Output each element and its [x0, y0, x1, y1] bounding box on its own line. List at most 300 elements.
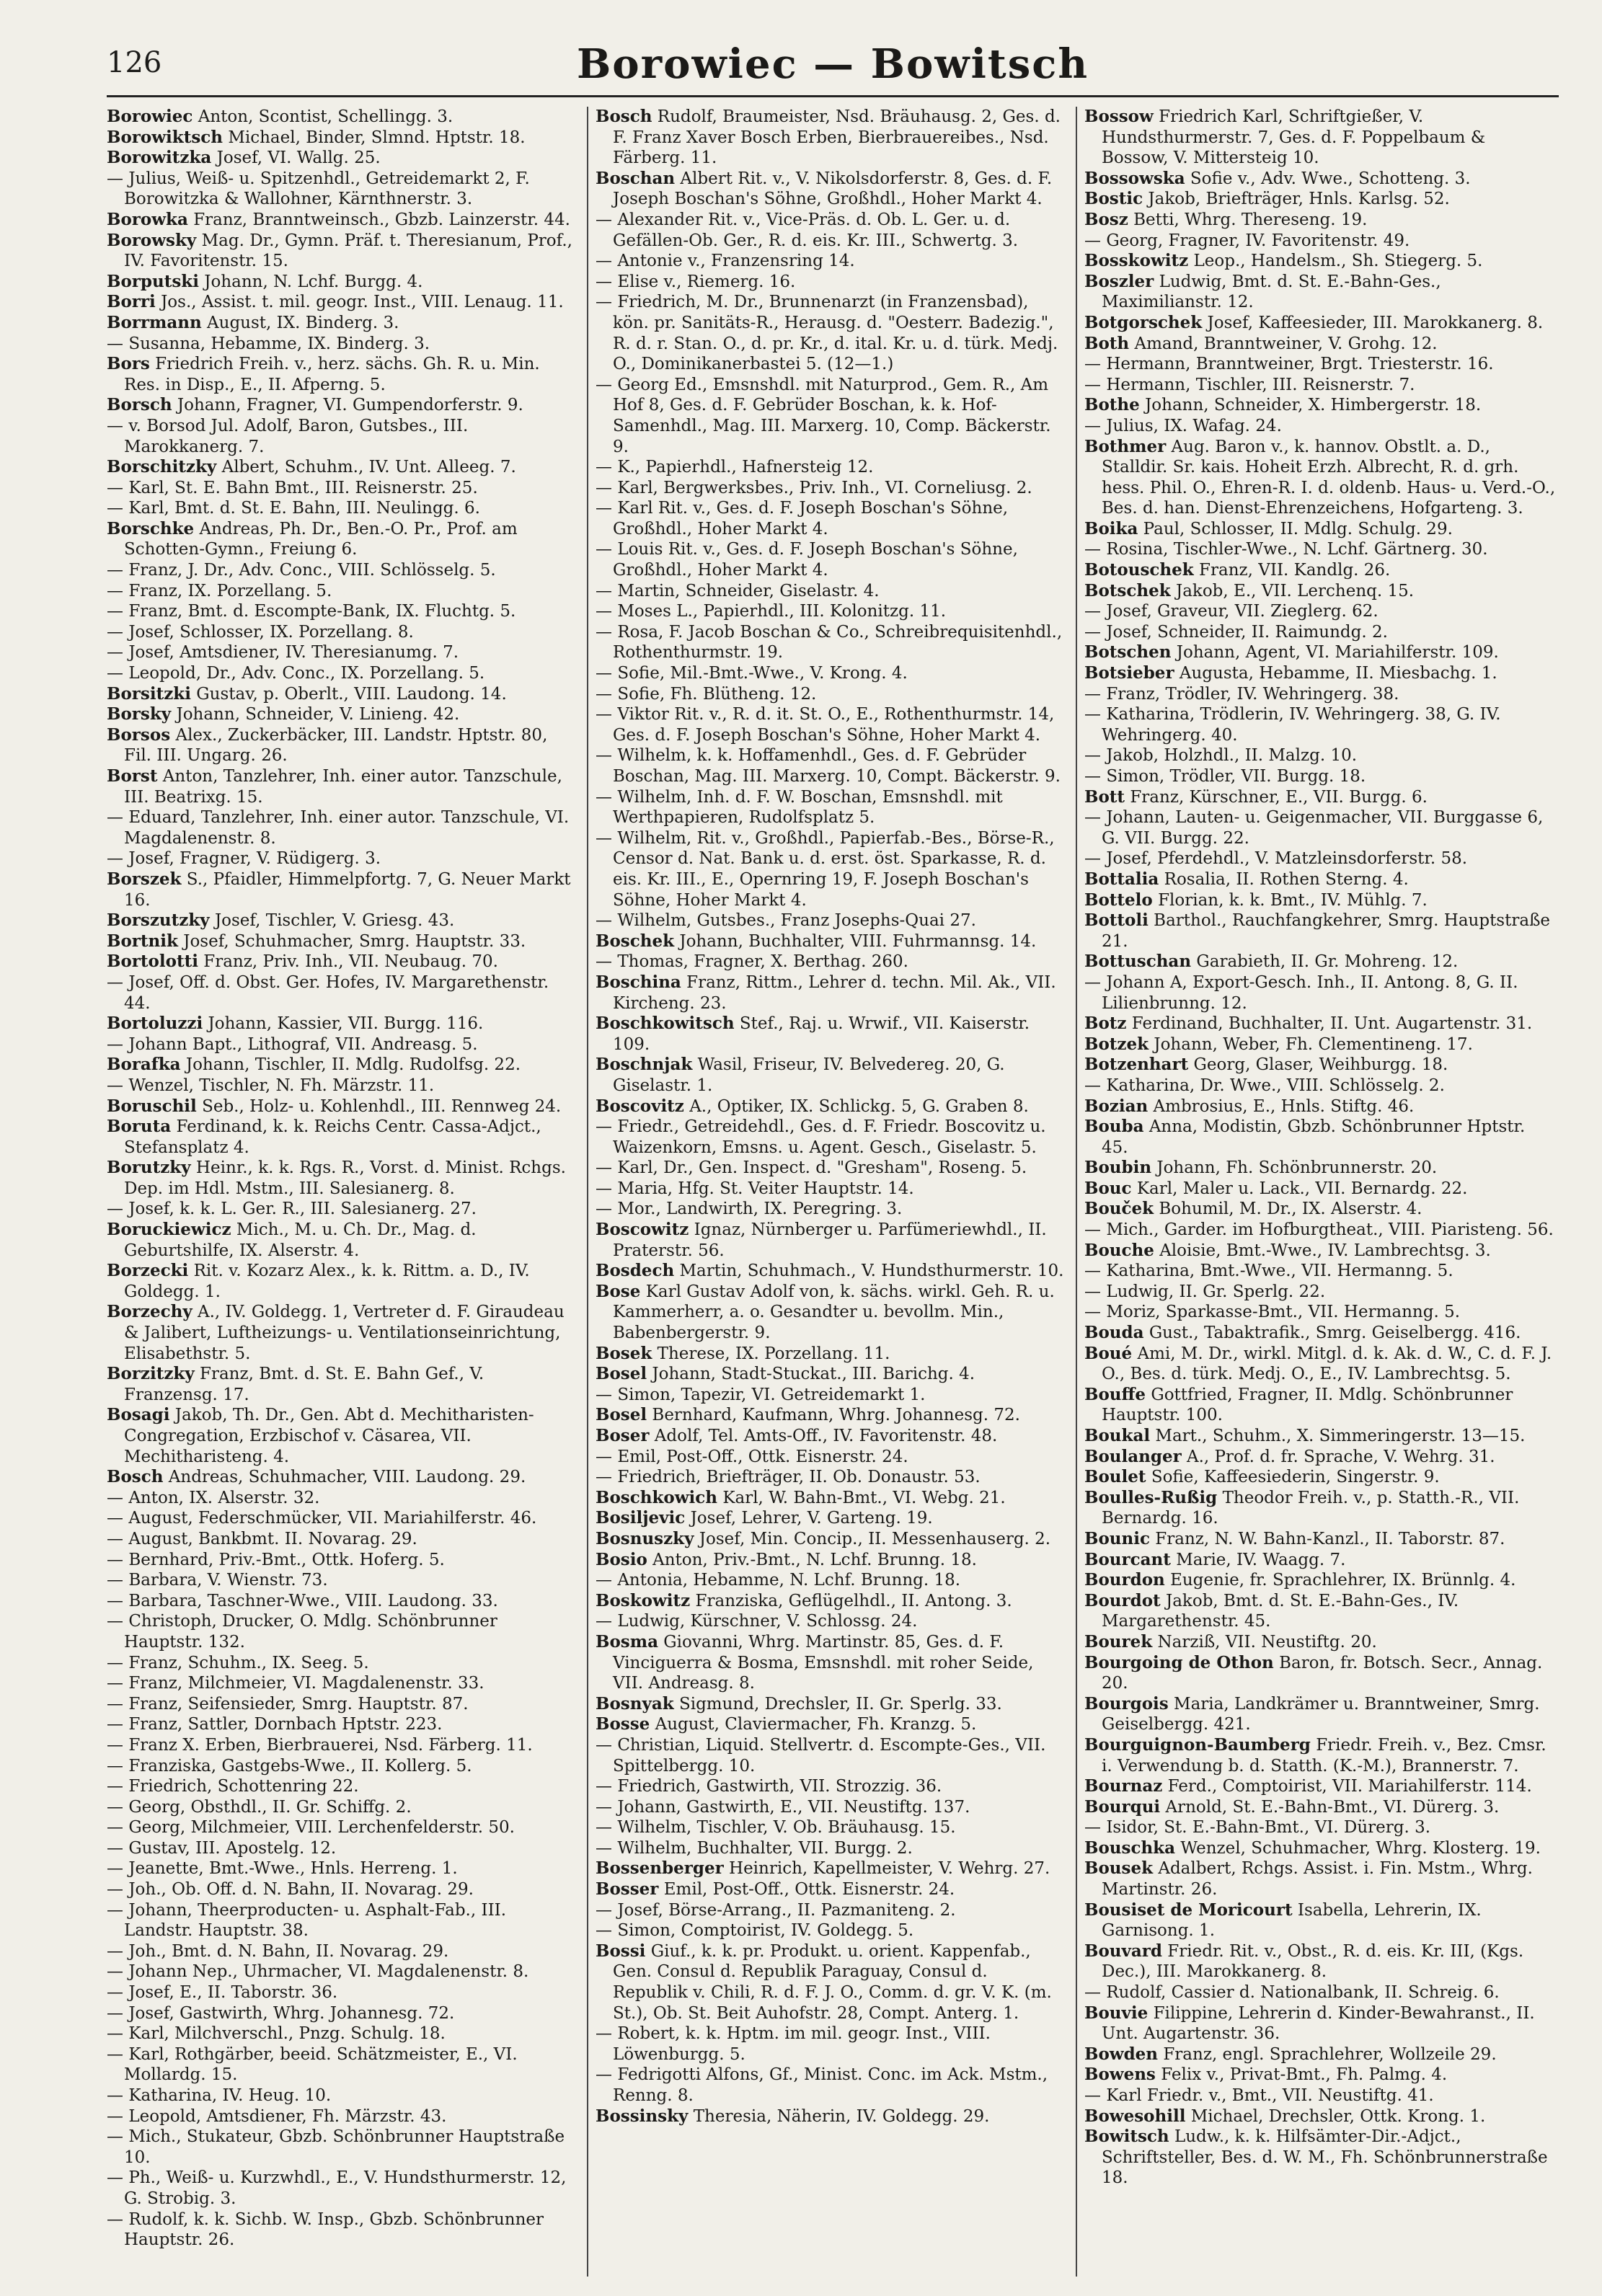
entry-text: Franz, J. Dr., Adv. Conc., VIII. Schlösselg. 5.	[128, 561, 496, 580]
directory-entry	[1084, 251, 1556, 272]
entry-text: Josef, Fragner, V. Rüdigerg. 3.	[128, 849, 381, 869]
entry-name: Bosma	[596, 1631, 658, 1652]
entry-text: Ami, M. Dr., wirkl. Mitgl. d. k. Ak. d. W., C. d. F. J. O., Bes. d. türk. Medj. O., E., IV. Lambrechtsg. 5.	[1102, 1344, 1552, 1384]
entry-text: Barthol., Rauchfangkehrer, Smrg. Hauptstraße 21.	[1102, 911, 1551, 951]
entry-name: Bouvie	[1084, 2003, 1149, 2023]
entry-name: Bouc	[1084, 1178, 1132, 1198]
directory-entry	[107, 519, 578, 560]
entry-text: Ferdinand, k. k. Reichs Centr. Cassa-Adjct., Stefansplatz 4.	[124, 1117, 541, 1157]
entry-text: Rosa, F. Jacob Boschan & Co., Schreibrequisitenhdl., Rothenthurmstr. 19.	[613, 622, 1063, 662]
directory-entry	[596, 1405, 1067, 1426]
entry-text: Ludwig, II. Gr. Sperlg. 22.	[1106, 1282, 1326, 1301]
page-number: 126	[107, 46, 162, 79]
columns	[107, 107, 1556, 2277]
directory-entry	[1084, 1550, 1556, 1571]
entry-name: Bozian	[1084, 1096, 1149, 1116]
directory-entry	[596, 1797, 1067, 1818]
entry-name: Boué	[1084, 1343, 1133, 1363]
entry-name: Boszler	[1084, 271, 1154, 291]
directory-entry	[107, 2209, 578, 2251]
entry-name: Bounic	[1084, 1528, 1150, 1548]
directory-entry	[107, 1673, 578, 1694]
entry-text: Baron, fr. Botsch. Secr., Annag. 20.	[1102, 1653, 1543, 1693]
entry-name: Bourqui	[1084, 1796, 1161, 1817]
directory-entry	[107, 848, 578, 869]
directory-entry	[107, 148, 578, 169]
entry-text: Gustav, III. Apostelg. 12.	[128, 1838, 337, 1858]
directory-entry	[1084, 1570, 1556, 1591]
entry-name: Borszutzky	[107, 910, 210, 931]
directory-entry	[1084, 1014, 1556, 1034]
entry-text: Anton, IX. Alserstr. 32.	[128, 1488, 320, 1507]
directory-entry	[596, 1488, 1067, 1509]
entry-name: Bouvard	[1084, 1941, 1162, 1961]
directory-entry	[596, 622, 1067, 663]
directory-entry	[1084, 1055, 1556, 1076]
directory-entry	[1084, 2044, 1556, 2065]
entry-text: Johann A, Export-Gesch. Inh., II. Antong. 8, G. II. Lilienbrunng. 12.	[1102, 972, 1518, 1013]
directory-entry	[1084, 1426, 1556, 1447]
directory-entry	[1084, 1241, 1556, 1262]
directory-entry	[596, 1158, 1067, 1179]
entry-text: Jakob, Briefträger, Hnls. Karlsg. 52.	[1148, 190, 1450, 209]
entry-text: Michael, Binder, Slmnd. Hptstr. 18.	[228, 128, 526, 147]
directory-entry	[596, 1550, 1067, 1571]
entry-text: Anton, Scontist, Schellingg. 3.	[198, 107, 453, 126]
entry-text: Josef, Schuhmacher, Smrg. Hauptstr. 33.	[183, 931, 526, 951]
entry-name: Bossenberger	[596, 1858, 724, 1879]
entry-text: v. Borsod Jul. Adolf, Baron, Gutsbes., III. Marokkanerg. 7.	[124, 416, 469, 456]
entry-text: Giuf., k. k. pr. Produkt. u. orient. Kappenfab., Gen. Consul d. Republik Paraguay, Consul d. Republik v. Chili, R. d. F. J. O., Comm. d. gr. V. K. (m. St.), Ob. St. Beit Auhofstr. 28, Compt. Anterg. 1.	[613, 1941, 1052, 2023]
directory-entry	[1084, 663, 1556, 684]
directory-entry	[1084, 1447, 1556, 1468]
directory-entry	[107, 1529, 578, 1550]
entry-text: Karl, Maler u. Lack., VII. Bernardg. 22.	[1136, 1179, 1468, 1198]
directory-entry	[107, 354, 578, 395]
entry-text: Gottfried, Fragner, II. Mdlg. Schönbrunner Hauptstr. 100.	[1102, 1385, 1513, 1425]
directory-entry	[596, 539, 1067, 580]
entry-text: Ludwig, Bmt. d. St. E.-Bahn-Ges., Maximilianstr. 12.	[1102, 272, 1441, 312]
directory-entry	[1084, 169, 1556, 190]
directory-entry	[107, 1220, 578, 1261]
directory-entry	[107, 2168, 578, 2209]
directory-entry	[107, 1055, 578, 1076]
directory-entry	[1084, 2106, 1556, 2127]
entry-text: Johann, Tischler, II. Mdlg. Rudolfsg. 22.	[185, 1055, 521, 1075]
entry-text: Friedr. Rit. v., Obst., R. d. eis. Kr. III, (Kgs. Dec.), III. Marokkanerg. 8.	[1102, 1941, 1524, 1982]
directory-entry	[596, 375, 1067, 457]
entry-name: Bouche	[1084, 1240, 1154, 1260]
directory-entry	[1084, 952, 1556, 972]
directory-entry	[596, 478, 1067, 499]
directory-entry	[107, 1261, 578, 1302]
directory-entry	[596, 1941, 1067, 2024]
directory-entry	[1084, 1941, 1556, 1982]
entry-name: Bose	[596, 1281, 641, 1301]
entry-name: Bousiset de Moricourt	[1084, 1900, 1293, 1920]
directory-entry	[1084, 1694, 1556, 1735]
entry-name: Botsieber	[1084, 663, 1174, 683]
entry-name: Boschina	[596, 972, 681, 992]
column-1	[107, 107, 578, 2277]
entry-text: Amand, Branntweiner, V. Grohg. 12.	[1134, 334, 1438, 353]
entry-name: Bouba	[1084, 1117, 1144, 1137]
entry-text: Ludw., k. k. Hilfsämter-Dir.-Adjct., Schriftsteller, Bes. d. W. M., Fh. Schönbrunnerstraße 18.	[1102, 2127, 1548, 2188]
directory-entry	[596, 1467, 1067, 1488]
entry-name: Boscovitz	[596, 1096, 684, 1116]
entry-text: Katharina, IV. Heug. 10.	[128, 2086, 332, 2105]
directory-entry	[596, 910, 1067, 931]
directory-entry	[107, 1735, 578, 1756]
entry-name: Bournaz	[1084, 1776, 1163, 1796]
entry-text: Johann, Fragner, VI. Gumpendorferstr. 9.	[177, 396, 523, 415]
directory-entry	[107, 1550, 578, 1571]
entry-text: Alexander Rit. v., Vice-Präs. d. Ob. L. Ger. u. d. Gefällen-Ob. Ger., R. d. eis. Kr. III., Schwertg. 3.	[613, 210, 1019, 250]
directory-entry	[596, 1817, 1067, 1838]
entry-text: Mart., Schuhm., X. Simmeringerstr. 13—15.	[1155, 1427, 1526, 1445]
entry-text: Rudolf, Cassier d. Nationalbank, II. Schreig. 6.	[1106, 1983, 1500, 2003]
entry-name: Borowitzka	[107, 148, 212, 168]
entry-text: Karl, Rothgärber, beeid. Schätzmeister, E., VI. Mollardg. 15.	[124, 2044, 518, 2085]
directory-entry	[596, 601, 1067, 622]
entry-text: Anton, Tanzlehrer, Inh. einer autor. Tanzschule, III. Beatrixg. 15.	[124, 767, 562, 807]
directory-entry	[1084, 972, 1556, 1014]
directory-entry	[1084, 1179, 1556, 1200]
directory-entry	[1084, 1261, 1556, 1282]
entry-name: Botschen	[1084, 642, 1172, 662]
entry-text: Friedrich, M. Dr., Brunnenarzt (in Franzensbad), kön. pr. Sanitäts-R., Herausg. d. "Oesterr. Badezig.", R. d. r. Stan. O., d. pr. Kr., d. ital. Kr. u. d. türk. Medj. O., Dominikanerbastei 5. (12—1.)	[613, 293, 1058, 374]
entry-text: Simon, Comptoirist, IV. Goldegg. 5.	[617, 1921, 914, 1941]
entry-text: Ph., Weiß- u. Kurzwhdl., E., V. Hundsthurmerstr. 12, G. Strobig. 3.	[124, 2168, 567, 2208]
entry-text: Rosalia, II. Rothen Sterng. 4.	[1164, 869, 1409, 889]
directory-entry	[107, 1982, 578, 2003]
entry-text: Franz X. Erben, Bierbrauerei, Nsd. Färberg. 11.	[128, 1735, 533, 1755]
directory-entry	[596, 2065, 1067, 2106]
entry-name: Bossow	[1084, 107, 1154, 126]
directory-entry	[107, 292, 578, 313]
directory-entry	[107, 1117, 578, 1158]
directory-entry	[107, 1096, 578, 1117]
directory-entry	[1084, 560, 1556, 581]
entry-name: Bott	[1084, 786, 1125, 807]
directory-entry	[596, 972, 1067, 1014]
directory-entry	[107, 1714, 578, 1735]
entry-text: K., Papierhdl., Hafnersteig 12.	[617, 458, 874, 477]
directory-entry	[1084, 231, 1556, 252]
entry-text: Mich., Stukateur, Gbzb. Schönbrunner Hauptstraße 10.	[124, 2127, 565, 2167]
directory-entry	[1084, 601, 1556, 622]
entry-text: Heinr., k. k. Rgs. R., Vorst. d. Minist. Rchgs. Dep. im Hdl. Mstm., III. Salesianerg. 8.	[124, 1158, 566, 1198]
entry-text: Simon, Tapezir, VI. Getreidemarkt 1.	[617, 1385, 926, 1404]
entry-text: Anna, Modistin, Gbzb. Schönbrunner Hptstr. 45.	[1102, 1117, 1526, 1157]
directory-entry	[596, 1611, 1067, 1632]
directory-entry	[1084, 2003, 1556, 2044]
entry-name: Bosiljevic	[596, 1508, 686, 1528]
directory-entry	[596, 1117, 1067, 1158]
entry-name: Boruckiewicz	[107, 1220, 231, 1240]
entry-text: August, Bankbmt. II. Novarag. 29.	[128, 1529, 417, 1548]
directory-entry	[107, 704, 578, 725]
directory-entry	[107, 684, 578, 705]
entry-name: Bowesohill	[1084, 2106, 1186, 2126]
directory-entry	[1084, 189, 1556, 210]
entry-text: Aug. Baron v., k. hannov. Obstlt. a. D., Stalldir. Sr. kais. Hoheit Erzh. Albrecht, R. d. grh. hess. Phil. O., Ehren-R. I. d. oldenb. Haus- u. Verd.-O., Bes. d. han. Dienst-Ehrenzeichens, Hofgarteng. 3.	[1102, 437, 1556, 518]
directory-entry	[1084, 581, 1556, 602]
directory-entry	[596, 1858, 1067, 1879]
directory-entry	[107, 1858, 578, 1879]
entry-text: Isidor, St. E.-Bahn-Bmt., VI. Dürerg. 3.	[1106, 1818, 1431, 1838]
entry-name: Borowka	[107, 209, 188, 229]
directory-entry	[1084, 766, 1556, 787]
entry-text: Johann, Fh. Schönbrunnerstr. 20.	[1156, 1158, 1438, 1178]
entry-text: Mich., Garder. im Hofburgtheat., VIII. Piaristeng. 56.	[1106, 1220, 1554, 1240]
directory-entry	[596, 1096, 1067, 1117]
directory-entry	[1084, 2065, 1556, 2086]
entry-text: Georg, Milchmeier, VIII. Lerchenfelderstr. 50.	[128, 1818, 515, 1838]
entry-text: Mag. Dr., Gymn. Präf. t. Theresianum, Prof., IV. Favoritenstr. 15.	[124, 231, 572, 271]
directory-entry	[107, 1653, 578, 1674]
directory-entry	[107, 601, 578, 622]
directory-entry	[596, 1591, 1067, 1612]
directory-entry	[1084, 684, 1556, 705]
entry-text: Johann, Lauten- u. Geigenmacher, VII. Burggasse 6, G. VII. Burgg. 22.	[1102, 808, 1544, 848]
entry-text: Georg, Glaser, Weihburgg. 18.	[1193, 1055, 1448, 1075]
entry-name: Bortoluzzi	[107, 1014, 203, 1034]
entry-name: Bottelo	[1084, 890, 1153, 910]
entry-text: Moriz, Sparkasse-Bmt., VII. Hermanng. 5.	[1106, 1303, 1461, 1322]
directory-entry	[596, 684, 1067, 705]
entry-text: Gustav, p. Oberlt., VIII. Laudong. 14.	[196, 684, 507, 704]
directory-entry	[107, 107, 578, 128]
entry-text: Georg, Obsthdl., II. Gr. Schiffg. 2.	[128, 1797, 412, 1817]
entry-name: Bosser	[596, 1879, 659, 1900]
entry-text: Florian, k. k. Bmt., IV. Mühlg. 7.	[1158, 890, 1428, 910]
directory-entry	[596, 1282, 1067, 1344]
entry-text: Mich., M. u. Ch. Dr., Mag. d. Geburtshilfe, IX. Alserstr. 4.	[124, 1220, 477, 1260]
entry-text: Maria, Hfg. St. Veiter Hauptstr. 14.	[617, 1179, 914, 1198]
directory-entry	[107, 952, 578, 972]
directory-entry	[596, 107, 1067, 169]
entry-text: Johann, Schneider, X. Himbergerstr. 18.	[1145, 396, 1482, 415]
entry-text: Garabieth, II. Gr. Mohreng. 12.	[1196, 952, 1459, 972]
entry-name: Bosnuszky	[596, 1528, 694, 1548]
entry-name: Boubin	[1084, 1158, 1152, 1178]
entry-name: Bosskowitz	[1084, 251, 1189, 271]
entry-name: Borri	[107, 292, 156, 312]
entry-text: Franz, Bmt. d. Escompte-Bank, IX. Fluchtg. 5.	[128, 602, 516, 621]
running-title: Borowiec — Bowitsch	[576, 40, 1089, 88]
entry-text: Christian, Liquid. Stellvertr. d. Escompte-Ges., VII. Spittelbergg. 10.	[613, 1735, 1046, 1776]
entry-text: Andreas, Ph. Dr., Ben.-O. Pr., Prof. am Schotten-Gymn., Freiung 6.	[124, 519, 518, 559]
entry-text: Karl Friedr. v., Bmt., VII. Neustiftg. 41.	[1106, 2086, 1434, 2105]
entry-name: Borrmann	[107, 312, 202, 332]
entry-name: Borafka	[107, 1055, 181, 1075]
entry-text: Alex., Zuckerbäcker, III. Landstr. Hptstr. 80, Fil. III. Ungarg. 26.	[124, 725, 548, 766]
directory-entry	[1084, 1199, 1556, 1220]
entry-name: Bosnyak	[596, 1693, 674, 1714]
directory-entry	[596, 1570, 1067, 1591]
entry-text: Hermann, Branntweiner, Brgt. Triesterstr. 16.	[1106, 355, 1494, 374]
entry-text: Josef, VI. Wallg. 25.	[216, 149, 381, 168]
entry-text: Seb., Holz- u. Kohlenhdl., III. Rennweg 24.	[202, 1096, 562, 1116]
directory-entry	[1084, 807, 1556, 848]
directory-entry	[107, 1158, 578, 1199]
entry-name: Bosel	[596, 1364, 647, 1384]
directory-entry	[107, 725, 578, 766]
entry-text: Thomas, Fragner, X. Berthag. 260.	[617, 952, 908, 972]
entry-text: Franz, Seifensieder, Smrg. Hauptstr. 87.	[128, 1694, 469, 1714]
entry-text: Joh., Bmt. d. N. Bahn, II. Novarag. 29.	[128, 1941, 449, 1961]
entry-text: Michael, Drechsler, Ottk. Krong. 1.	[1190, 2106, 1486, 2126]
directory-entry	[107, 2106, 578, 2127]
entry-text: Franz, Rittm., Lehrer d. techn. Mil. Ak., VII. Kircheng. 23.	[613, 972, 1056, 1013]
entry-text: Ambrosius, E., Hnls. Stiftg. 46.	[1153, 1096, 1415, 1116]
directory-entry	[596, 704, 1067, 745]
directory-entry	[596, 745, 1067, 786]
entry-text: Narziß, VII. Neustiftg. 20.	[1157, 1632, 1377, 1652]
entry-text: Anton, Priv.-Bmt., N. Lchf. Brunng. 18.	[652, 1550, 977, 1569]
entry-name: Botouschek	[1084, 560, 1194, 580]
entry-text: August, IX. Binderg. 3.	[207, 313, 399, 332]
entry-name: Boulanger	[1084, 1446, 1182, 1466]
directory-entry	[107, 1611, 578, 1652]
entry-text: Jakob, Th. Dr., Gen. Abt d. Mechitharisten-Congregation, Erzbischof v. Cäsarea, VII. Mechitharisteng. 4.	[124, 1406, 534, 1466]
entry-name: Bortolotti	[107, 952, 198, 972]
directory-entry	[596, 1447, 1067, 1468]
entry-text: Aloisie, Bmt.-Wwe., IV. Lambrechtsg. 3.	[1159, 1241, 1491, 1260]
entry-name: Bosel	[596, 1405, 647, 1425]
entry-text: Franz, Sattler, Dornbach Hptstr. 223.	[128, 1715, 443, 1734]
entry-text: Martin, Schuhmach., V. Hundsthurmerstr. 10.	[679, 1262, 1064, 1281]
entry-text: Johann, Kassier, VII. Burgg. 116.	[208, 1014, 484, 1034]
directory-entry	[596, 457, 1067, 478]
entry-text: A., Optiker, IX. Schlickg. 5, G. Graben 8.	[689, 1096, 1029, 1116]
entry-text: Rit. v. Kozarz Alex., k. k. Rittm. a. D., IV. Goldegg. 1.	[124, 1262, 530, 1301]
directory-entry	[107, 1776, 578, 1797]
directory-entry	[596, 292, 1067, 374]
entry-name: Borschke	[107, 518, 195, 538]
entry-name: Borutzky	[107, 1158, 191, 1178]
entry-name: Borsky	[107, 704, 172, 724]
entry-text: Wilhelm, Gutsbes., Franz Josephs-Quai 27.	[617, 911, 976, 931]
entry-name: Bottuschan	[1084, 952, 1192, 972]
directory-entry	[107, 169, 578, 210]
directory-entry	[1084, 704, 1556, 745]
entry-name: Borowiktsch	[107, 127, 224, 147]
entry-name: Bowens	[1084, 2065, 1156, 2085]
entry-text: Rudolf, Braumeister, Nsd. Bräuhausg. 2, Ges. d. F. Franz Xaver Bosch Erben, Bierbrauereibes., Nsd. Färberg. 11.	[613, 107, 1061, 168]
entry-text: Jakob, Holzhdl., II. Malzg. 10.	[1106, 746, 1358, 766]
entry-text: Johann, Weber, Fh. Clementineng. 17.	[1154, 1034, 1473, 1054]
entry-text: Joh., Ob. Off. d. N. Bahn, II. Novarag. 29.	[128, 1880, 474, 1900]
entry-text: Karl, Milchverschl., Pnzg. Schulg. 18.	[128, 2024, 446, 2044]
directory-entry	[107, 416, 578, 457]
directory-entry	[107, 395, 578, 416]
directory-entry	[107, 2086, 578, 2106]
directory-entry	[1084, 2086, 1556, 2106]
entry-text: Emil, Post-Off., Ottk. Eisnerstr. 24.	[617, 1447, 908, 1466]
entry-text: Johann, Gastwirth, E., VII. Neustiftg. 137.	[617, 1797, 970, 1817]
directory-entry	[1084, 1817, 1556, 1838]
entry-name: Borzitzky	[107, 1364, 195, 1384]
entry-name: Botzenhart	[1084, 1055, 1189, 1075]
entry-text: Karl, Dr., Gen. Inspect. d. "Gresham", Roseng. 5.	[617, 1158, 1027, 1178]
directory-entry	[596, 1261, 1067, 1282]
entry-text: August, Federschmücker, VII. Mariahilferstr. 46.	[128, 1509, 537, 1528]
entry-text: Friedrich, Schottenring 22.	[128, 1777, 359, 1796]
directory-entry	[107, 1838, 578, 1859]
directory-entry	[1084, 642, 1556, 663]
entry-text: Franz, Schuhm., IX. Seeg. 5.	[128, 1653, 369, 1672]
directory-entry	[107, 1405, 578, 1467]
entry-name: Borzechy	[107, 1302, 192, 1322]
entry-text: Karl, W. Bahn-Bmt., VI. Webg. 21.	[722, 1488, 1006, 1507]
entry-text: Franz, Trödler, IV. Wehringerg. 38.	[1106, 684, 1399, 704]
entry-text: Franz, Bmt. d. St. E. Bahn Gef., V. Franzensg. 17.	[124, 1365, 484, 1404]
entry-text: Josef, Gastwirth, Whrg. Johannesg. 72.	[128, 2003, 455, 2023]
entry-name: Bothe	[1084, 395, 1140, 415]
entry-name: Boscowitz	[596, 1220, 689, 1240]
directory-entry	[107, 807, 578, 848]
entry-text: Leopold, Amtsdiener, Fh. Märzstr. 43.	[128, 2106, 447, 2126]
directory-entry	[1084, 1653, 1556, 1694]
entry-name: Borsos	[107, 724, 171, 745]
entry-name: Boulles-Rußig	[1084, 1487, 1218, 1507]
entry-text: Andreas, Schuhmacher, VIII. Laudong. 29.	[168, 1468, 526, 1487]
directory-entry	[596, 498, 1067, 539]
directory-entry	[107, 334, 578, 355]
entry-name: Bouček	[1084, 1199, 1154, 1219]
directory-entry	[596, 1508, 1067, 1529]
entry-text: A., IV. Goldegg. 1, Vertreter d. F. Giraudeau & Jalibert, Luftheizungs- u. Ventilationseinrichtung, Elisabethstr. 5.	[124, 1303, 565, 1363]
directory-entry	[107, 1591, 578, 1612]
entry-text: Giovanni, Whrg. Martinstr. 85, Ges. d. F. Vinciguerra & Bosma, Emsnshdl. mit roher Seide, VII. Andreasg. 8.	[613, 1632, 1034, 1693]
directory-entry	[596, 1344, 1067, 1365]
directory-entry	[596, 931, 1067, 952]
entry-text: Franz, Priv. Inh., VII. Neubaug. 70.	[203, 952, 498, 972]
entry-name: Bosagi	[107, 1405, 170, 1425]
entry-text: Bernhard, Priv.-Bmt., Ottk. Hoferg. 5.	[128, 1550, 445, 1569]
page-header	[107, 37, 1559, 110]
directory-entry	[107, 663, 578, 684]
directory-entry	[107, 1797, 578, 1818]
directory-entry	[1084, 869, 1556, 890]
entry-name: Borsitzki	[107, 683, 191, 704]
directory-entry	[107, 622, 578, 643]
directory-entry	[596, 581, 1067, 602]
entry-text: Franziska, Geflügelhdl., II. Antong. 3.	[695, 1591, 1012, 1610]
directory-entry	[596, 210, 1067, 251]
entry-name: Bosz	[1084, 209, 1128, 229]
entry-text: Eugenie, fr. Sprachlehrer, IX. Brünnlg. 4.	[1170, 1571, 1516, 1590]
directory-entry	[1084, 1591, 1556, 1632]
directory-entry	[107, 313, 578, 334]
entry-text: Filippine, Lehrerin d. Kinder-Bewahranst., II. Unt. Augartenstr. 36.	[1102, 2003, 1535, 2044]
directory-entry	[1084, 210, 1556, 231]
entry-name: Borschitzky	[107, 457, 217, 477]
entry-text: Josef, Pferdehdl., V. Matzleinsdorferstr. 58.	[1106, 849, 1468, 869]
directory-entry	[596, 272, 1067, 293]
entry-text: Katharina, Dr. Wwe., VIII. Schlösselg. 2.	[1106, 1076, 1445, 1095]
entry-text: Theresia, Näherin, IV. Goldegg. 29.	[693, 2106, 990, 2126]
directory-entry	[1084, 1117, 1556, 1158]
directory-entry	[107, 1014, 578, 1034]
entry-name: Bowden	[1084, 2044, 1159, 2064]
directory-entry	[107, 642, 578, 663]
entry-text: Leopold, Dr., Adv. Conc., IX. Porzellang. 5.	[128, 664, 485, 683]
directory-entry	[107, 498, 578, 519]
entry-text: Isabella, Lehrerin, IX. Garnisong. 1.	[1102, 1900, 1482, 1941]
